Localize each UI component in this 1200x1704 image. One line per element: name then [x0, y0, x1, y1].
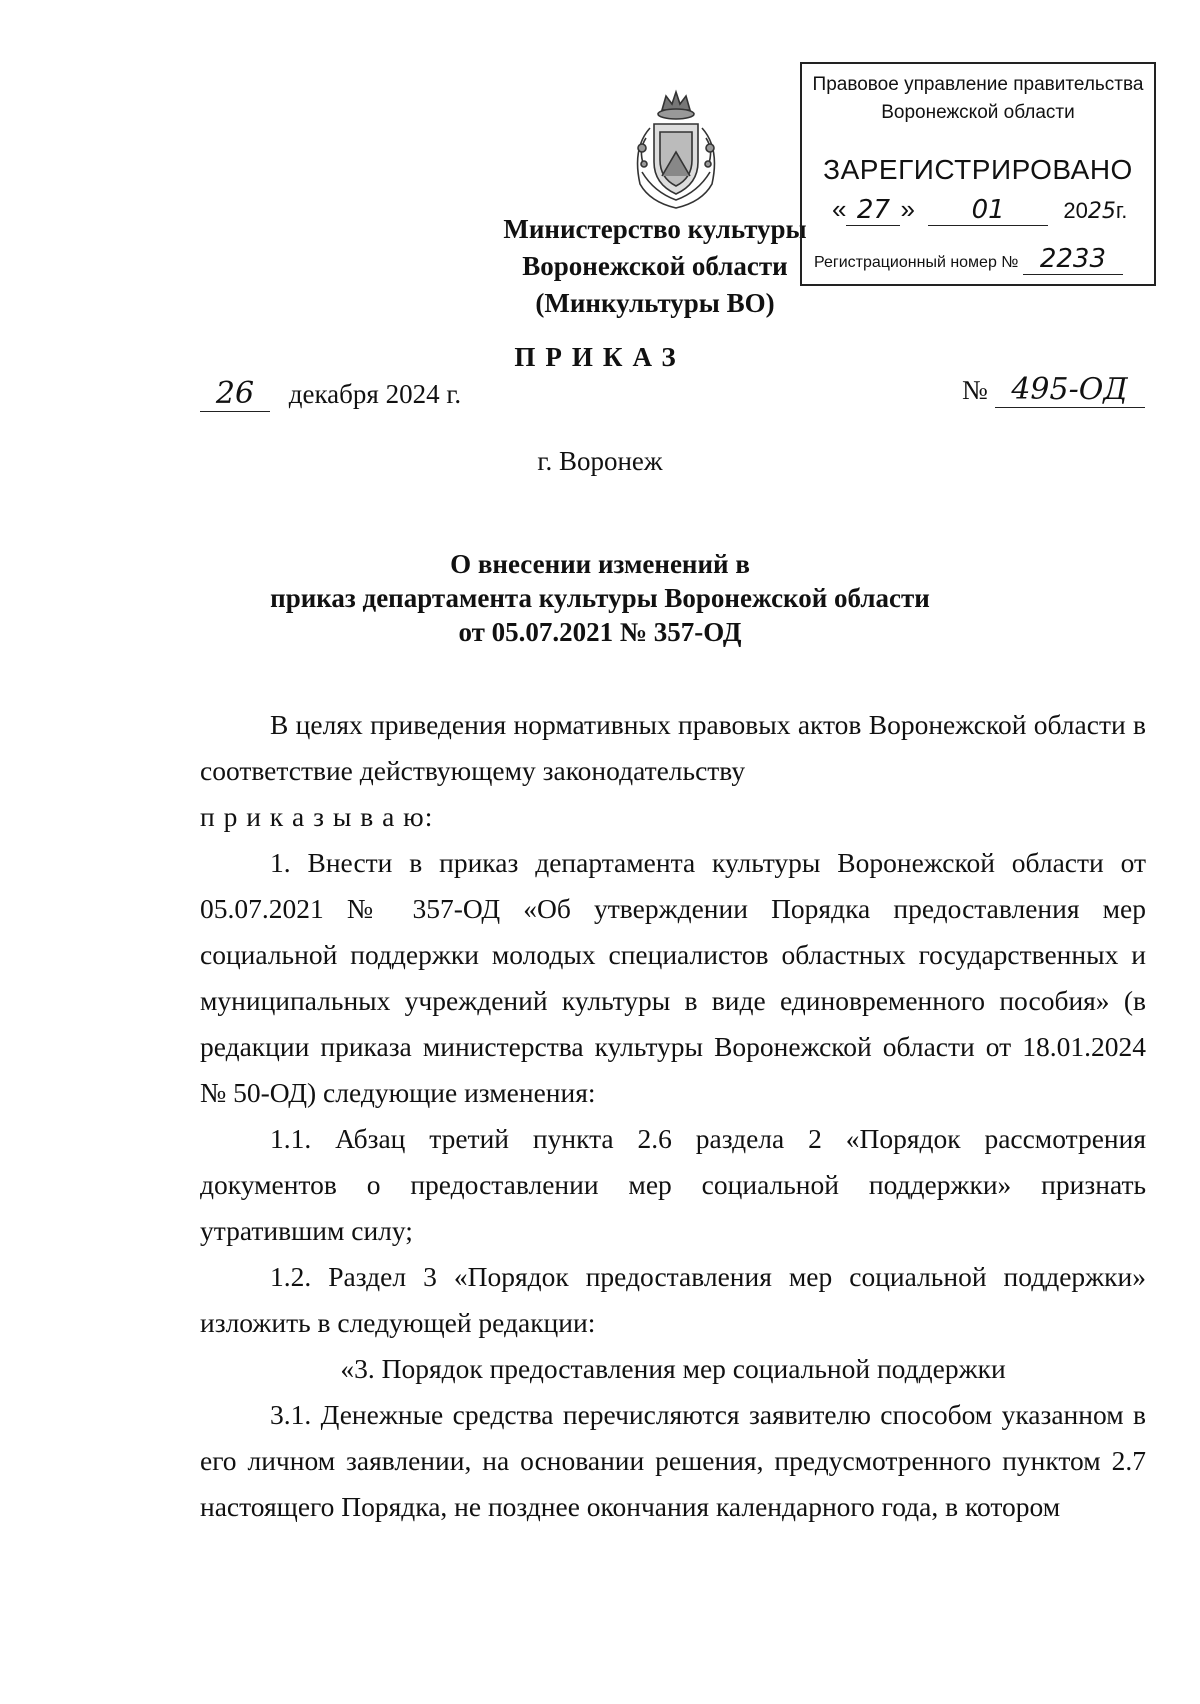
order-heading — [0, 547, 1200, 649]
city: г. Воронеж — [537, 446, 663, 476]
section-3-title: «3. Порядок предоставления мер социальной поддержки — [340, 1353, 1006, 1384]
ministry-name-line3: (Минкультуры ВО) — [535, 288, 775, 318]
stamp-status: ЗАРЕГИСТРИРОВАНО — [823, 154, 1133, 185]
stamp-month: 01 — [928, 195, 1048, 226]
registration-stamp — [800, 62, 1156, 286]
ministry-name-line2: Воронежской области — [522, 251, 788, 281]
order-heading-line3: от 05.07.2021 № 357-ОД — [458, 617, 742, 647]
stamp-org-line2: Воронежской области — [881, 102, 1075, 123]
stamp-reg-row — [814, 244, 1123, 275]
order-date — [200, 376, 461, 412]
intro-paragraph: В целях приведения нормативных правовых актов Воронежской области в соответствие действующему законодательству — [200, 709, 1146, 786]
order-day-handwritten: 26 — [200, 376, 270, 412]
item-1: 1. Внести в приказ департамента культуры Воронежской области от 05.07.2021 № 357-ОД «Об утверждении Порядка предоставления мер социальной поддержки молодых специалистов областных государственных и муниципальных учреждений культуры в виде единовременного пособия» (в редакции приказа министерства культуры Воронежской области от 18.01.2024 № 50-ОД) следующие изменения: — [200, 847, 1146, 1108]
order-number-handwritten: 495-ОД — [995, 372, 1145, 408]
coat-of-arms-emblem — [620, 88, 732, 216]
order-number-label: № — [962, 375, 988, 405]
order-heading-line1: О внесении изменений в — [450, 549, 750, 579]
item-1-1: 1.1. Абзац третий пункта 2.6 раздела 2 «Порядок рассмотрения документов о предоставлении мер социальной поддержки» признать утратившим силу; — [200, 1123, 1146, 1246]
stamp-date: « 27 » 01 2025г. — [832, 194, 1128, 225]
stamp-day: 27 — [846, 195, 900, 226]
item-3-1: 3.1. Денежные средства перечисляются заявителю способом указанном в его личном заявлении, на основании решения, предусмотренного пунктом 2.7 настоящего Порядка, не позднее окончания календарного года, в котором — [200, 1399, 1146, 1522]
stamp-reg-number: 2233 — [1023, 244, 1123, 275]
document-type-title: ПРИКАЗ — [514, 342, 686, 372]
order-date-text: декабря 2024 г. — [288, 379, 462, 409]
order-word: п р и к а з ы в а ю: — [200, 801, 434, 832]
stamp-reg-label: Регистрационный номер № — [814, 254, 1019, 271]
ministry-name-line1: Министерство культуры — [503, 214, 807, 244]
item-1-2: 1.2. Раздел 3 «Порядок предоставления мер социальной поддержки» изложить в следующей редакции: — [200, 1261, 1146, 1338]
order-number — [962, 372, 1145, 408]
stamp-org-line1: Правовое управление правительства — [812, 74, 1144, 95]
stamp-year: 25 — [1087, 199, 1116, 224]
document-body — [200, 702, 1146, 1530]
order-heading-line2: приказ департамента культуры Воронежской области — [270, 583, 930, 613]
